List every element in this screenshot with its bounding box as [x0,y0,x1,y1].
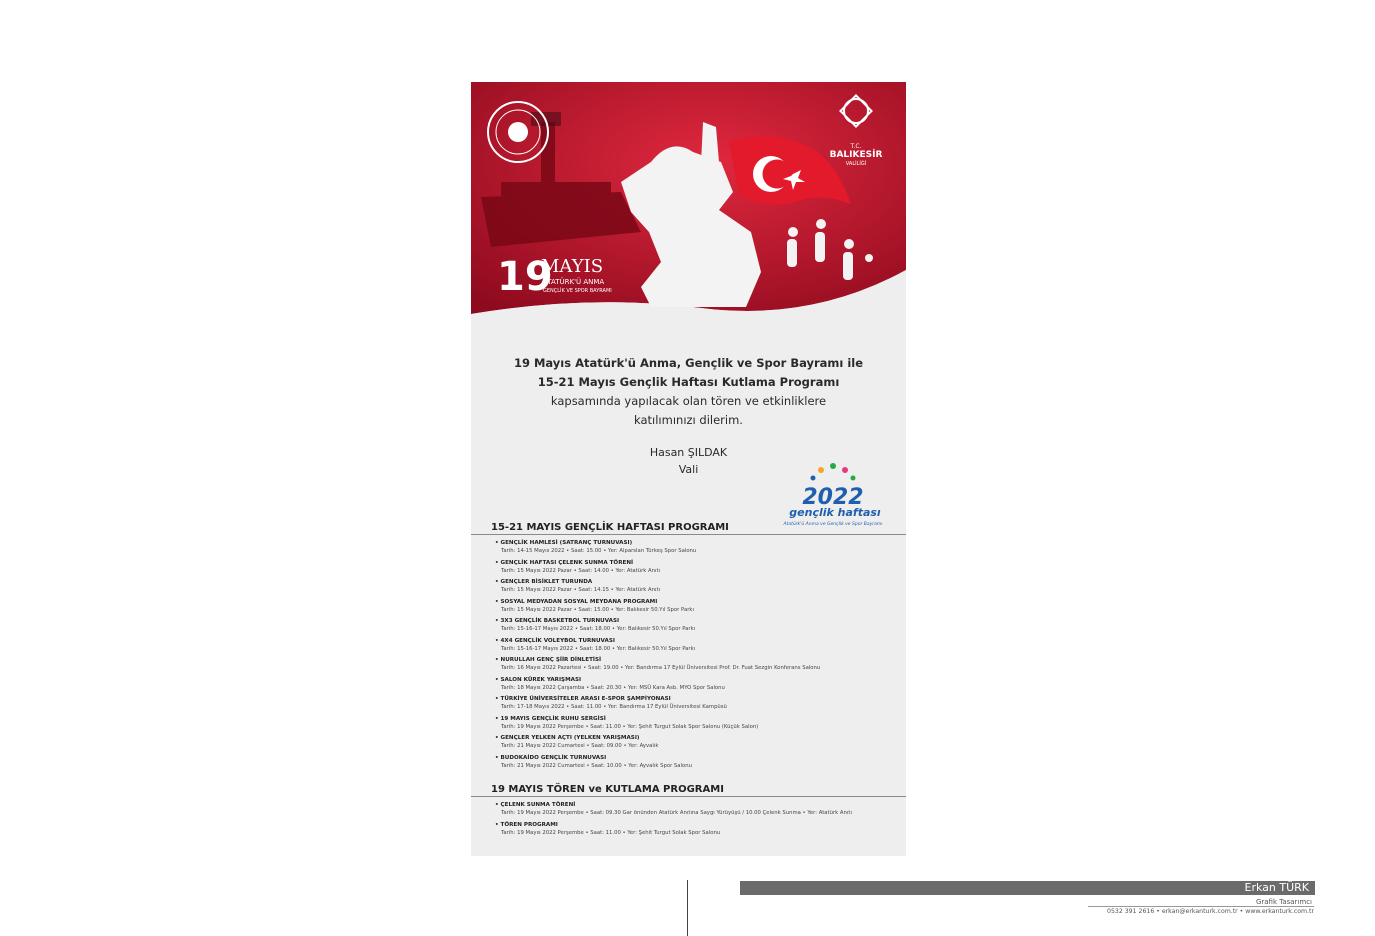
program-item-detail: Tarih: 15 Mayıs 2022 Pazar • Saat: 15.00 • Yer: Balıkesir 50.Yıl Spor Parkı [501,606,694,613]
program-item-title: • SOSYAL MEDYADAN SOSYAL MEYDANA PROGRAMI [495,598,658,605]
program-item [495,617,895,637]
program-item-detail: Tarih: 18 Mayıs 2022 Çarşamba • Saat: 20.30 • Yer: MSÜ Kara Asb. MYO Spor Salonu [501,684,725,691]
program-item [495,754,895,774]
program-item-title: • SALON KÜREK YARIŞMASI [495,676,582,683]
program1-list [495,539,895,773]
program-item-detail: Tarih: 21 Mayıs 2022 Cumartesi • Saat: 09.00 • Yer: Ayvalık [501,743,659,749]
program1-title: 15-21 MAYIS GENÇLİK HAFTASI PROGRAMI [491,522,729,533]
program-item-detail: Tarih: 15-16-17 Mayıs 2022 • Saat: 18.00 • Yer: Balıkesir 50.Yıl Spor Parkı [501,626,696,632]
program-item-detail: Tarih: 15-16-17 Mayıs 2022 • Saat: 18.00 • Yer: Balıkesir 50.Yıl Spor Parkı [501,645,696,652]
program-item [495,821,895,841]
poster [471,82,906,856]
program-item-detail: Tarih: 16 Mayıs 2022 Pazartesi • Saat: 19.00 • Yer: Bandırma 17 Eylül Üniversitesi Prof. Dr. Fuat Sezgin Konferans Salonu [501,665,821,671]
designer-contact: 0532 391 2616 • erkan@erkanturk.com.tr • www.erkanturk.com.tr [1107,908,1314,915]
program-item-title: • GENÇLER BİSİKLET TURUNDA [495,579,593,585]
footer-bar [740,881,1315,895]
program-item-detail: Tarih: 19 Mayıs 2022 Perşembe • Saat: 09.30 Gar önünden Atatürk Anıtına Saygı Yürüyüşü / 10.00 Çelenk Sunma • Yer: Atatürk Anıtı [501,810,852,816]
program-item-detail: Tarih: 19 Mayıs 2022 Perşembe • Saat: 11.00 • Yer: Şehit Turgut Solak Spor Salonu (Küçük Salon) [501,723,759,730]
program2-title: 19 MAYIS TÖREN ve KUTLAMA PROGRAMI [491,784,724,795]
program-item-detail: Tarih: 17-18 Mayıs 2022 • Saat: 11.00 • Yer: Bandırma 17 Eylül Üniversitesi Kampüsü [501,704,727,710]
program-item [495,539,895,559]
program-item [495,695,895,715]
program-item-title: • 19 MAYIS GENÇLİK RUHU SERGİSİ [495,715,606,722]
program-item [495,637,895,657]
program-item [495,598,895,618]
genclik-haftasi-logo [783,460,883,536]
footer-rule [1088,906,1314,907]
program-item-title: • GENÇLİK HAFTASI ÇELENK SUNMA TÖRENİ [495,559,634,566]
vertical-divider [687,880,688,936]
program-item-title: • TÖREN PROGRAMI [495,821,558,828]
gh-tagline: Atatürk'ü Anma ve Gençlik ve Spor Bayramı [783,522,883,527]
program2-list [495,801,895,840]
program-item-detail: Tarih: 14-15 Mayıs 2022 • Saat: 15.00 • Yer: Alparslan Türkeş Spor Salonu [501,548,697,554]
logo-balikesir: BALIKESİR [829,150,883,160]
program-item-detail: Tarih: 21 Mayıs 2022 Cumartesi • Saat: 10.00 • Yer: Ayvalık Spor Salonu [501,762,692,769]
badge-number: 19 [497,254,553,300]
message-line2: 15-21 Mayıs Gençlik Haftası Kutlama Programı [537,375,840,389]
designer-role: Grafik Tasarımcı [1255,898,1312,906]
program-item [495,578,895,598]
program-item [495,734,895,754]
badge-title: MAYIS [541,256,604,277]
program-item [495,656,895,676]
program-item-detail: Tarih: 15 Mayıs 2022 Pazar • Saat: 14.00 • Yer: Atatürk Anıtı [501,567,661,574]
program-item [495,715,895,735]
message-line4: katılımınızı dilerim. [634,413,743,427]
program-item [495,676,895,696]
program-item-title: • GENÇLER YELKEN AÇTI (YELKEN YARIŞMASI) [495,735,640,741]
program-item-title: • GENÇLİK HAMLESİ (SATRANÇ TURNUVASI) [495,540,633,546]
badge-sub1: ATATÜRK'Ü ANMA [543,278,605,286]
program-item-title: • ÇELENK SUNMA TÖRENİ [495,802,576,808]
program-item-title: • TÜRKİYE ÜNİVERSİTELER ARASI E-SPOR ŞAMPİYONASI [495,696,671,702]
program-item-detail: Tarih: 15 Mayıs 2022 Pazar • Saat: 14.15 • Yer: Atatürk Anıtı [501,587,661,593]
program-item-title: • NURULLAH GENÇ ŞİİR DİNLETİSİ [495,657,602,663]
program1-divider [471,534,906,535]
designer-name: Erkan TÜRK [1244,881,1309,894]
program-item [495,801,895,821]
signer-name: Hasan ŞILDAK [649,446,728,459]
program-item-title: • 4X4 GENÇLİK VOLEYBOL TURNUVASI [495,637,615,644]
gh-year: 2022 [802,485,864,508]
stars-icon [783,460,883,508]
logo-tc: T.C. [850,143,862,150]
logo-valiligi: VALİLİĞİ [845,161,867,167]
message-line1: 19 Mayıs Atatürk'ü Anma, Gençlik ve Spor Bayramı ile [513,356,864,370]
badge-sub2: GENÇLİK VE SPOR BAYRAMI [543,288,612,294]
program-item-title: • 3X3 GENÇLİK BASKETBOL TURNUVASI [495,618,620,624]
program-item-title: • BUDOKAİDO GENÇLİK TURNUVASI [495,754,607,761]
program2-divider [471,796,906,797]
program-item [495,559,895,579]
program-item-detail: Tarih: 19 Mayıs 2022 Perşembe • Saat: 11.00 • Yer: Şehit Turgut Solak Spor Salonu [501,829,721,836]
signer-title: Vali [678,463,699,476]
message-line3: kapsamında yapılacak olan tören ve etkinliklere [550,394,827,408]
gh-name: gençlik haftası [789,506,881,519]
